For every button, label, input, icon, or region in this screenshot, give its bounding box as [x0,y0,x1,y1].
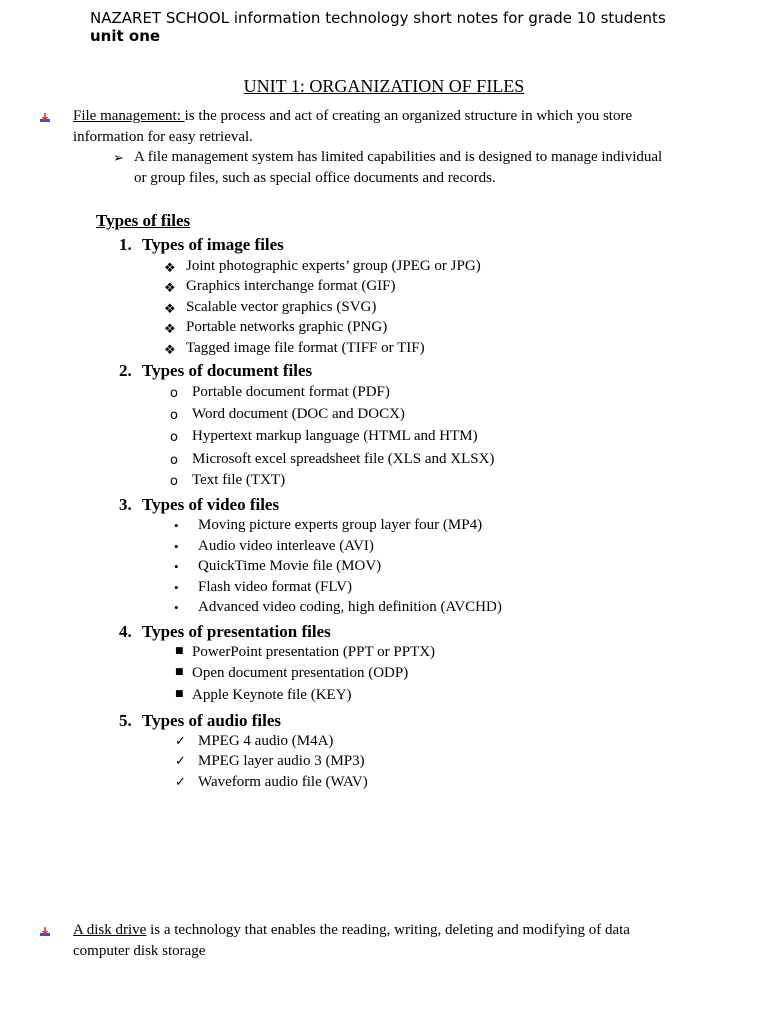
disk-drive-text: is a technology that enables the reading, writing, deleting and modifying of data [146,922,630,938]
arrow-bullet-icon: ➢ [113,150,124,165]
disk-drive-line1 [51,920,630,941]
list-item: MPEG 4 audio (M4A) [198,733,334,749]
list-item: Portable document format (PDF) [192,384,390,400]
file-management-term: File management: [73,108,185,124]
circle-bullet-icon: o [170,430,178,445]
square-bullet-icon: ■ [175,667,184,677]
list-item: Graphics interchange format (GIF) [186,278,396,294]
file-management-line1 [51,106,632,127]
diamond-bullet-icon: ❖ [164,260,176,275]
list-item: Microsoft excel spreadsheet file (XLS and XLSX) [192,451,495,467]
list-item: Waveform audio file (WAV) [198,774,368,790]
list-item: Hypertext markup language (HTML and HTM) [192,428,478,444]
checkmark-bullet-icon: ✓ [175,775,186,790]
diamond-bullet-icon: ❖ [164,342,176,357]
list-item: Advanced video coding, high definition (AVCHD) [198,599,502,615]
list-item: MPEG layer audio 3 (MP3) [198,753,365,769]
diamond-bullet-icon: ❖ [164,321,176,336]
bullet-flag-icon [40,113,50,123]
dot-bullet-icon: • [174,600,179,615]
section-number: 3. [119,495,132,514]
circle-bullet-icon: o [170,386,178,401]
circle-bullet-icon: o [170,408,178,423]
diamond-bullet-icon: ❖ [164,301,176,316]
dot-bullet-icon: • [174,559,179,574]
section-number: 4. [119,622,132,641]
list-item: Scalable vector graphics (SVG) [186,299,377,315]
checkmark-bullet-icon: ✓ [175,754,186,769]
circle-bullet-icon: o [170,453,178,468]
section-title-audio-files: Types of audio files [142,711,282,730]
section-title-document-files: Types of document files [142,361,313,380]
dot-bullet-icon: • [174,539,179,554]
circle-bullet-icon: o [170,474,178,489]
dot-bullet-icon: • [174,580,179,595]
list-item: Joint photographic experts’ group (JPEG or JPG) [186,258,481,274]
section-title-image-files: Types of image files [142,235,284,254]
square-bullet-icon: ■ [175,689,184,699]
list-item: QuickTime Movie file (MOV) [198,558,382,574]
section-title-presentation-files: Types of presentation files [142,622,331,641]
list-item: Apple Keynote file (KEY) [192,687,352,703]
document-subheader: unit one [90,27,161,45]
list-item: Tagged image file format (TIFF or TIF) [186,340,425,356]
list-item: Word document (DOC and DOCX) [192,406,405,422]
checkmark-bullet-icon: ✓ [175,734,186,749]
section-number: 2. [119,361,132,380]
types-of-files-heading: Types of files [96,211,191,230]
file-system-note-line1: A file management system has limited capabilities and is designed to manage individual [134,149,663,165]
page-title: UNIT 1: ORGANIZATION OF FILES [243,76,525,96]
section-number: 1. [119,235,132,254]
disk-drive-term: A disk drive [73,922,147,938]
list-item: Moving picture experts group layer four (MP4) [198,517,483,533]
disk-drive-line2: computer disk storage [73,943,206,959]
list-item: PowerPoint presentation (PPT or PPTX) [192,644,436,660]
list-item: Open document presentation (ODP) [192,665,409,681]
square-bullet-icon: ■ [175,646,184,656]
dot-bullet-icon: • [174,518,179,533]
section-title-video-files: Types of video files [142,495,280,514]
section-number: 5. [119,711,132,730]
file-management-text: is the process and act of creating an organized structure in which you store [184,108,633,124]
document-header: NAZARET SCHOOL information technology short notes for grade 10 students [90,9,666,27]
diamond-bullet-icon: ❖ [164,280,176,295]
list-item: Flash video format (FLV) [198,579,353,595]
list-item: Portable networks graphic (PNG) [186,319,388,335]
list-item: Audio video interleave (AVI) [198,538,374,554]
file-management-line2: information for easy retrieval. [73,129,253,145]
list-item: Text file (TXT) [192,472,286,488]
file-system-note-line2: or group files, such as special office documents and records. [134,170,496,186]
bullet-flag-icon [40,927,50,937]
